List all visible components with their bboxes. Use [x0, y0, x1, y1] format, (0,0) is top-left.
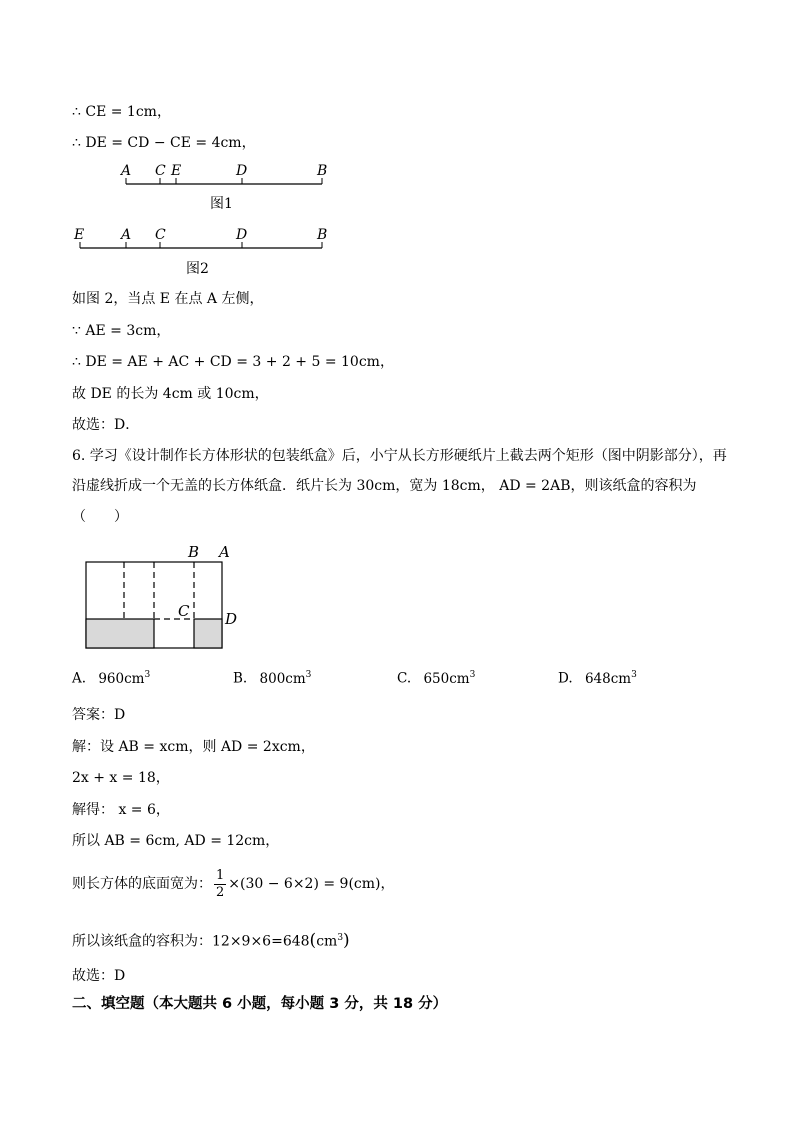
fig2-label-e: E — [74, 227, 85, 243]
solution-line-conclusion: 故 DE 的长为 4cm 或 10cm， — [72, 386, 269, 402]
answer-step-5-prefix: 则长方体的底面宽为： — [72, 876, 212, 892]
option-d[interactable] — [558, 670, 637, 687]
box-label-a: A — [219, 543, 230, 561]
fig1-label-c: C — [155, 163, 166, 179]
box-label-d: D — [225, 610, 238, 628]
option-c[interactable] — [397, 670, 475, 687]
fraction-numerator: 1 — [216, 867, 225, 883]
fig1-label-b: B — [317, 163, 328, 179]
option-b-sup: 3 — [305, 670, 312, 680]
option-c-value: 650cm — [423, 670, 470, 687]
fig2-label-d: D — [236, 227, 248, 243]
solution-line-case2: 如图 2，当点 E 在点 A 左侧， — [72, 291, 264, 307]
fig1-label-e: E — [171, 163, 182, 179]
answer-step-7: 故选：D — [72, 968, 126, 984]
fig1-caption: 图1 — [210, 196, 233, 212]
question-6-text: 6. 学习《设计制作长方体形状的包装纸盒》后，小宁从长方形硬纸片上截去两个矩形（图中阴影部分），再沿虚线折成一个无盖的长方体纸盒．纸片长为 30cm，宽为 18cm， AD = 2AB，则该纸盒的容积为 — [72, 448, 727, 494]
option-c-sup: 3 — [469, 670, 476, 680]
option-d-key: D. — [558, 670, 573, 687]
fraction-denominator: 2 — [216, 884, 225, 900]
box-label-b: B — [188, 543, 200, 561]
fig1-label-a: A — [121, 163, 132, 179]
option-a-key: A. — [72, 670, 87, 687]
option-b[interactable] — [233, 670, 311, 687]
answer-step-6-unit: cm — [316, 933, 338, 950]
answer-step-6-sup: 3 — [337, 933, 344, 943]
fig2-label-a: A — [121, 227, 132, 243]
question-6-paren: （ ） — [72, 509, 128, 525]
option-d-value: 648cm — [584, 670, 632, 687]
box-label-c: C — [178, 602, 190, 620]
figure-2-segment — [72, 222, 342, 282]
answer-step-5 — [72, 866, 395, 902]
answer-step-5-rest: ×(30 − 6×2) = 9(cm)， — [228, 876, 395, 892]
fig2-label-b: B — [317, 227, 328, 243]
answer-step-6-prefix: 所以该纸盒的容积为： — [72, 933, 212, 950]
answer-step-4: 所以 AB = 6cm, AD = 12cm， — [72, 833, 280, 849]
answer-label: 答案：D — [72, 707, 126, 723]
answer-step-2: 2x + x = 18， — [72, 770, 170, 786]
solution-line-de-sum: ∴ DE = AE + AC + CD = 3 + 2 + 5 = 10cm， — [72, 354, 394, 370]
solution-line-de: ∴ DE = CD − CE = 4cm， — [72, 135, 256, 151]
fraction-half — [214, 868, 226, 901]
section-title: 二、填空题（本大题共 6 小题，每小题 3 分，共 18 分） — [72, 996, 448, 1012]
option-b-key: B. — [233, 670, 248, 687]
answer-step-1: 解：设 AB = xcm，则 AD = 2xcm， — [72, 739, 315, 755]
box-net-figure — [80, 538, 250, 656]
answer-step-6: 所以该纸盒的容积为：$12\times 9\times 6=648(cm^3)$ — [72, 930, 350, 951]
fig2-caption: 图2 — [186, 261, 209, 277]
fig2-label-c: C — [155, 227, 166, 243]
option-b-value: 800cm — [259, 670, 306, 687]
option-a-sup: 3 — [144, 670, 151, 680]
answer-step-6-expr: 12×9×6=648 — [212, 933, 310, 950]
option-a[interactable] — [72, 670, 150, 687]
answer-step-3: 解得： x = 6， — [72, 802, 170, 818]
solution-line-ce: ∴ CE = 1cm， — [72, 104, 171, 120]
fig1-label-d: D — [236, 163, 248, 179]
option-a-value: 960cm — [98, 670, 145, 687]
option-c-key: C. — [397, 670, 412, 687]
figure-1-segment — [72, 158, 342, 218]
option-d-sup: 3 — [631, 670, 637, 680]
solution-line-choice: 故选：D． — [72, 417, 140, 433]
solution-line-ae: ∵ AE = 3cm， — [72, 323, 171, 339]
